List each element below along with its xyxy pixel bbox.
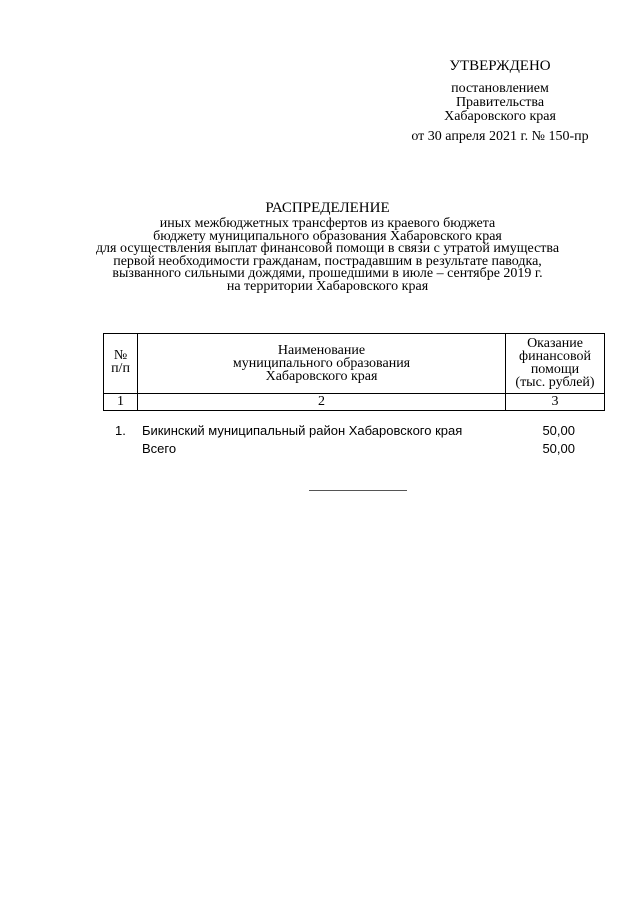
approval-line-1: постановлением	[451, 81, 549, 96]
approval-heading: УТВЕРЖДЕНО	[449, 58, 551, 74]
total-amount: 50,00	[542, 441, 575, 456]
document-title-block	[40, 200, 615, 294]
approval-line-3: Хабаровского края	[444, 109, 556, 124]
row-1-num: 1.	[115, 423, 126, 438]
row-1-amount: 50,00	[542, 423, 575, 438]
approval-block	[380, 58, 620, 144]
header-num: № п/п	[111, 348, 130, 376]
approval-line-2: Правительства	[455, 95, 545, 110]
table-border-middle	[103, 393, 605, 394]
subtitle-line-2: бюджету муниципального образования Хабаровского края	[153, 228, 502, 244]
subtitle-line-6: на территории Хабаровского края	[226, 278, 429, 294]
subtitle-line-1: иных межбюджетных трансфертов из краевого бюджета	[159, 216, 496, 231]
header-amount: Оказание финансовой помощи (тыс. рублей)	[515, 336, 595, 390]
row-1-name: Бикинский муниципальный район Хабаровского края	[142, 423, 463, 438]
table-border-bottom	[103, 410, 605, 411]
subtitle-line-3: для осуществления выплат финансовой помощи в связи с утратой имущества	[95, 241, 560, 257]
column-number-2: 2	[318, 394, 325, 409]
table-border-top	[103, 333, 605, 334]
column-number-1: 1	[117, 394, 124, 409]
header-table	[103, 333, 605, 411]
subtitle-line-5: вызванного сильными дождями, прошедшими в июле – сентябре 2019 г.	[112, 266, 543, 282]
total-label: Всего	[142, 441, 177, 456]
document-title: РАСПРЕДЕЛЕНИЕ	[265, 200, 390, 216]
header-name: Наименование муниципального образования Хабаровского края	[232, 343, 411, 384]
subtitle-line-4: первой необходимости гражданам, пострадавшим в результате паводка,	[113, 253, 542, 269]
table-border-right	[604, 333, 605, 411]
closing-divider	[309, 490, 407, 491]
approval-date: от 30 апреля 2021 г. № 150-пр	[411, 129, 589, 144]
column-number-3: 3	[551, 394, 559, 409]
